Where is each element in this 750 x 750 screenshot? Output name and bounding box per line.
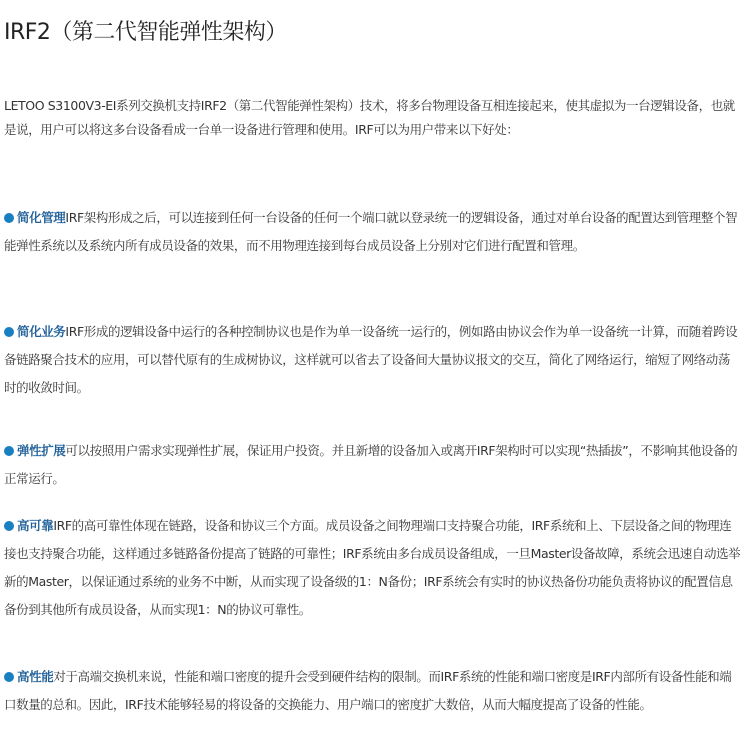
feature-elastic-expansion — [4, 437, 742, 493]
feature-simplified-service — [4, 318, 742, 402]
feature-text: IRF架构形成之后，可以连接到任何一台设备的任何一个端口就以登录统一的逻辑设备，通过对单台设备的配置达到管理整个智能弹性系统以及系统内所有成员设备的效果，而不用物理连接到每台成员设备上分别对它们进行配置和管理。 — [4, 210, 738, 253]
page-title: IRF2（第二代智能弹性架构） — [4, 20, 287, 45]
bullet-icon — [4, 446, 14, 456]
feature-title: 简化管理 — [17, 210, 66, 225]
feature-text: IRF形成的逻辑设备中运行的各种控制协议也是作为单一设备统一运行的，例如路由协议会作为单一设备统一计算，而随着跨设备链路聚合技术的应用，可以替代原有的生成树协议，这样就可以省去了设备间大量协议报文的交互，简化了网络运行，缩短了网络动荡时的收敛时间。 — [4, 324, 738, 395]
intro-paragraph: LETOO S3100V3-EI系列交换机支持IRF2（第二代智能弹性架构）技术，将多台物理设备互相连接起来，使其虚拟为一台逻辑设备，也就是说，用户可以将这多台设备看成一台单一设备进行管理和使用。IRF可以为用户带来以下好处： — [4, 98, 735, 137]
feature-title: 高可靠 — [17, 518, 54, 533]
bullet-icon — [4, 327, 14, 337]
feature-simplified-management — [4, 204, 742, 260]
bullet-icon — [4, 213, 14, 223]
feature-title: 弹性扩展 — [17, 443, 66, 458]
feature-text: IRF的高可靠性体现在链路，设备和协议三个方面。成员设备之间物理端口支持聚合功能，IRF系统和上、下层设备之间的物理连接也支持聚合功能，这样通过多链路备份提高了链路的可靠性；IRF系统由多台成员设备组成，一旦Master设备故障，系统会迅速自动选举新的Master，以保证通过系统的业务不中断，从而实现了设备级的1：N备份；IRF系统会有实时的协议热备份功能负责将协议的配置信息备份到其他所有成员设备，从而实现1：N的协议可靠性。 — [4, 518, 741, 617]
bullet-icon — [4, 672, 14, 682]
feature-high-performance — [4, 663, 742, 719]
feature-title: 简化业务 — [17, 324, 66, 339]
bullet-icon — [4, 521, 14, 531]
feature-title: 高性能 — [17, 669, 54, 684]
feature-high-reliability — [4, 512, 742, 624]
feature-text: 可以按照用户需求实现弹性扩展，保证用户投资。并且新增的设备加入或离开IRF架构时可以实现“热插拔”，不影响其他设备的正常运行。 — [4, 443, 738, 486]
feature-text: 对于高端交换机来说，性能和端口密度的提升会受到硬件结构的限制。而IRF系统的性能和端口密度是IRF内部所有设备性能和端口数量的总和。因此，IRF技术能够轻易的将设备的交换能力、用户端口的密度扩大数倍，从而大幅度提高了设备的性能。 — [4, 669, 732, 712]
